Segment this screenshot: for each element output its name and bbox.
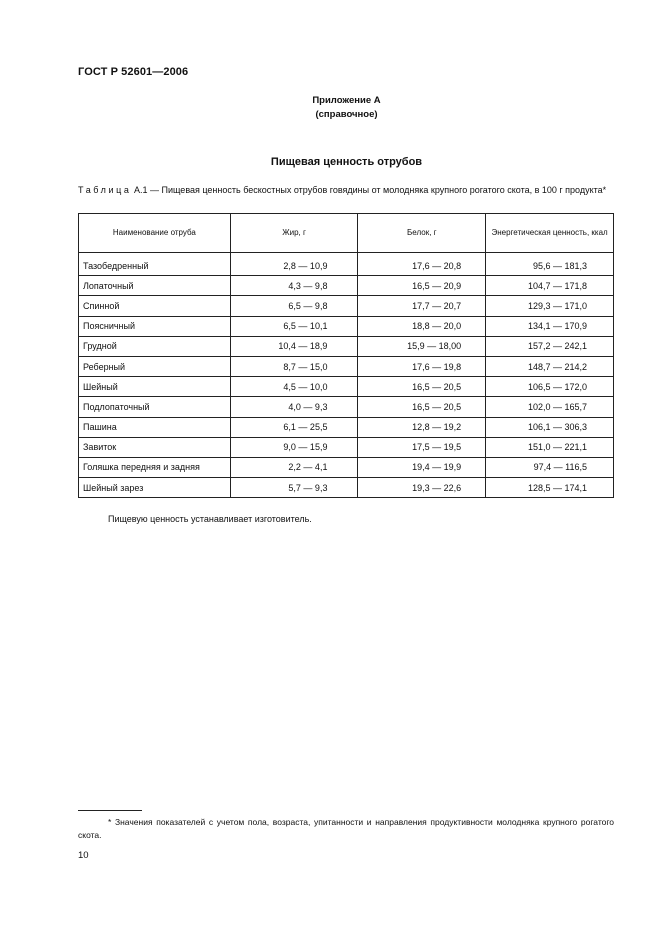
cell-cut-name: Грудной	[79, 336, 231, 356]
cell-protein: 16,5 — 20,5	[358, 377, 486, 397]
cell-energy: 104,7 — 171,8	[486, 276, 614, 296]
cell-protein: 12,8 — 19,2	[358, 417, 486, 437]
cell-fat: 6,5 — 10,1	[230, 316, 358, 336]
cell-fat: 2,8 — 10,9	[230, 253, 358, 276]
cell-cut-name: Шейный	[79, 377, 231, 397]
cell-protein: 17,7 — 20,7	[358, 296, 486, 316]
cell-cut-name: Реберный	[79, 356, 231, 376]
cell-energy: 95,6 — 181,3	[486, 253, 614, 276]
table-caption-label: Таблица	[78, 185, 132, 195]
cell-cut-name: Лопаточный	[79, 276, 231, 296]
cell-protein: 18,8 — 20,0	[358, 316, 486, 336]
table-row	[79, 417, 614, 437]
cell-energy: 106,1 — 306,3	[486, 417, 614, 437]
cell-energy: 148,7 — 214,2	[486, 356, 614, 376]
cell-energy: 106,5 — 172,0	[486, 377, 614, 397]
section-title: Пищевая ценность отрубов	[270, 156, 423, 168]
table-row	[79, 253, 614, 276]
appendix-title: Приложение А	[312, 95, 381, 106]
cell-cut-name: Поясничный	[79, 316, 231, 336]
cell-protein: 15,9 — 18,00	[358, 336, 486, 356]
cell-energy: 157,2 — 242,1	[486, 336, 614, 356]
table-row	[79, 397, 614, 417]
cell-protein: 19,4 — 19,9	[358, 457, 486, 477]
document-header: ГОСТ Р 52601—2006	[78, 66, 189, 78]
table-row	[79, 316, 614, 336]
cell-fat: 5,7 — 9,3	[230, 478, 358, 498]
cell-cut-name: Шейный зарез	[79, 478, 231, 498]
cell-cut-name: Спинной	[79, 296, 231, 316]
header-cut-name: Наименование отруба	[79, 214, 231, 253]
cell-fat: 4,3 — 9,8	[230, 276, 358, 296]
cell-energy: 102,0 — 165,7	[486, 397, 614, 417]
table-row	[79, 377, 614, 397]
cell-protein: 17,6 — 19,8	[358, 356, 486, 376]
cell-cut-name: Завиток	[79, 437, 231, 457]
table-header-row	[79, 214, 614, 253]
cell-energy: 97,4 — 116,5	[486, 457, 614, 477]
nutrition-table	[78, 213, 614, 498]
table-caption-text: А.1 — Пищевая ценность бескостных отрубов говядины от молодняка крупного рогатого скота, в 100 г продукта*	[131, 185, 607, 195]
table-row	[79, 336, 614, 356]
footnote: * Значения показателей с учетом пола, возраста, упитанности и направления продуктивности молодняка крупного рогатого скота.	[78, 817, 614, 840]
cell-energy: 134,1 — 170,9	[486, 316, 614, 336]
table-row	[79, 356, 614, 376]
cell-fat: 2,2 — 4,1	[230, 457, 358, 477]
table-caption	[78, 184, 618, 196]
cell-cut-name: Тазобедренный	[79, 253, 231, 276]
cell-protein: 17,5 — 19,5	[358, 437, 486, 457]
cell-cut-name: Голяшка передняя и задняя	[79, 457, 231, 477]
table-row	[79, 276, 614, 296]
cell-energy: 151,0 — 221,1	[486, 437, 614, 457]
cell-cut-name: Пашина	[79, 417, 231, 437]
appendix-subtitle: (справочное)	[315, 109, 378, 120]
cell-energy: 128,5 — 174,1	[486, 478, 614, 498]
table-row	[79, 437, 614, 457]
header-energy: Энергетическая ценность, ккал	[486, 214, 614, 253]
cell-fat: 8,7 — 15,0	[230, 356, 358, 376]
cell-fat: 4,0 — 9,3	[230, 397, 358, 417]
cell-cut-name: Подлопаточный	[79, 397, 231, 417]
cell-protein: 19,3 — 22,6	[358, 478, 486, 498]
cell-energy: 129,3 — 171,0	[486, 296, 614, 316]
header-fat: Жир, г	[230, 214, 358, 253]
table-row	[79, 478, 614, 498]
header-protein: Белок, г	[358, 214, 486, 253]
cell-protein: 17,6 — 20,8	[358, 253, 486, 276]
cell-fat: 6,5 — 9,8	[230, 296, 358, 316]
cell-protein: 16,5 — 20,5	[358, 397, 486, 417]
cell-fat: 6,1 — 25,5	[230, 417, 358, 437]
cell-fat: 10,4 — 18,9	[230, 336, 358, 356]
manufacturer-note: Пищевую ценность устанавливает изготовитель.	[108, 514, 312, 524]
page-number: 10	[78, 850, 89, 861]
table-row	[79, 457, 614, 477]
cell-fat: 4,5 — 10,0	[230, 377, 358, 397]
cell-fat: 9,0 — 15,9	[230, 437, 358, 457]
table-row	[79, 296, 614, 316]
cell-protein: 16,5 — 20,9	[358, 276, 486, 296]
footnote-divider	[78, 810, 142, 811]
